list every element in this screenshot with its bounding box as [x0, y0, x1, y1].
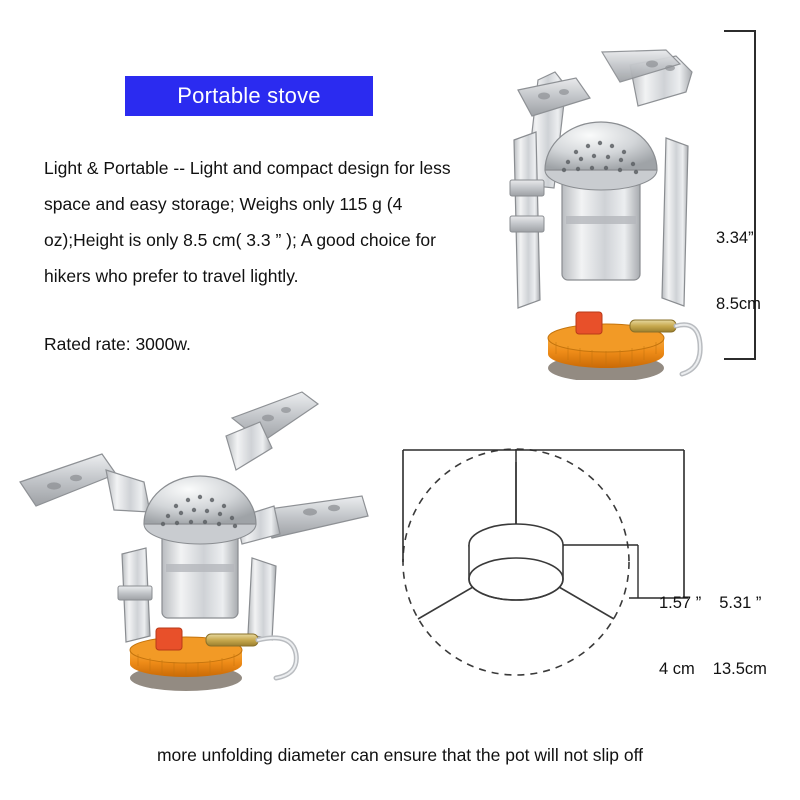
stove-folded-svg [480, 20, 720, 380]
height-inches-value: 3.34” [716, 229, 754, 247]
height-cm-value: 8.5cm [716, 295, 761, 313]
height-dimension-tick-top [724, 30, 756, 32]
height-dimension-label [716, 183, 761, 359]
diameter-dimension-label [659, 548, 767, 724]
product-description: Light & Portable -- Light and compact design for less space and easy storage; Weighs only 115 g (4 oz);Height is only 8.5 cm( 3.3 ” ); A good choice for hikers who prefer to travel lightly. [44, 158, 451, 286]
diameter-diagram-svg [398, 432, 698, 698]
outer-diameter-inches-value: 5.31 ” [719, 594, 762, 612]
stove-folded-image [480, 20, 720, 380]
inner-diameter-cm-value: 4 cm [659, 660, 695, 678]
footer-caption: more unfolding diameter can ensure that the pot will not slip off [156, 745, 644, 765]
page-title-badge [125, 76, 373, 116]
stove-unfolded-svg [10, 378, 380, 698]
outer-diameter-cm-value: 13.5cm [712, 660, 767, 678]
page-title: Portable stove [177, 83, 321, 108]
inner-diameter-inches-value: 1.57 ” [659, 594, 702, 612]
rated-rate-text: Rated rate: 3000w. [44, 334, 191, 354]
stove-unfolded-image [10, 378, 380, 698]
diameter-diagram [398, 432, 698, 698]
